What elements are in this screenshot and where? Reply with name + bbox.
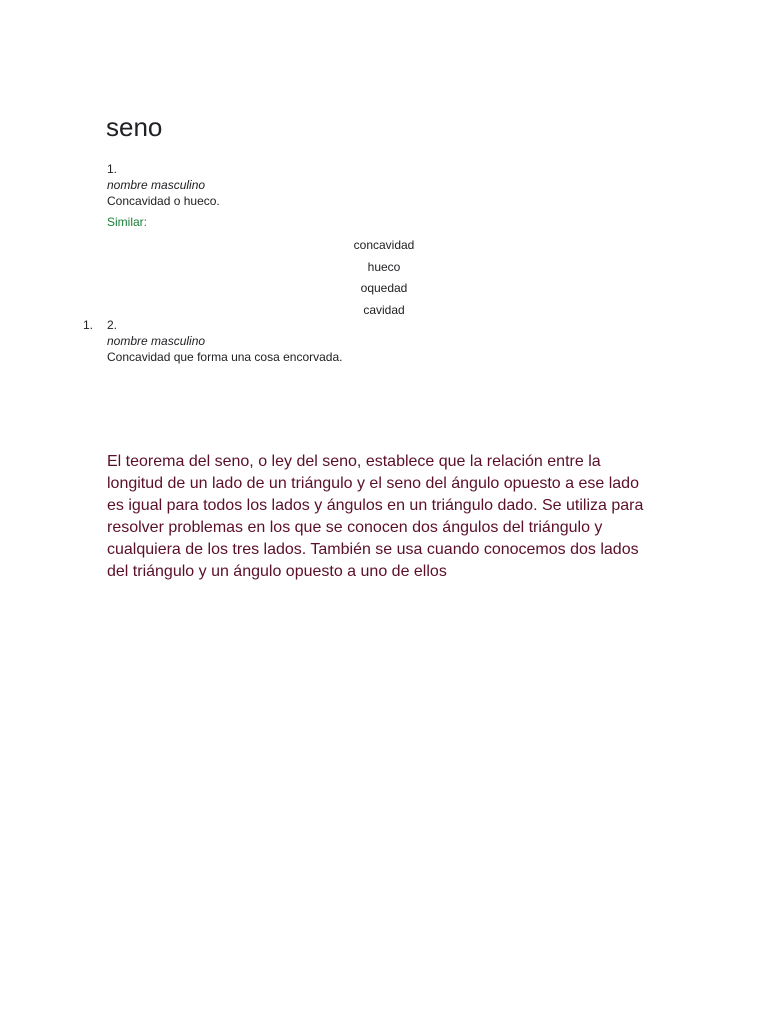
similar-label: Similar: bbox=[107, 215, 148, 229]
sense-number: 2. bbox=[107, 318, 118, 332]
synonym-item[interactable]: hueco bbox=[367, 259, 401, 274]
synonym-item[interactable]: oquedad bbox=[360, 281, 408, 295]
explanation-paragraph: El teorema del seno, o ley del seno, establece que la relación entre la longitud de un lado de un triángulo y el seno del ángulo opuesto a ese lado es igual para todos los lados y ángulos en un triángulo dado. Se utiliza para resolver problemas en los que se conocen dos ángulos del triángulo y cualquiera de los tres lados. También se usa cuando conocemos dos lados del triángulo y un ángulo opuesto a uno de ellos bbox=[107, 453, 644, 580]
sense-number: 1. bbox=[107, 162, 118, 176]
sense-2 bbox=[107, 317, 342, 365]
definition: Concavidad que forma una cosa encorvada. bbox=[107, 350, 343, 364]
synonym-list bbox=[284, 236, 484, 322]
synonym-item[interactable]: concavidad bbox=[353, 238, 415, 252]
part-of-speech: nombre masculino bbox=[107, 178, 206, 192]
sense-1 bbox=[107, 161, 220, 209]
part-of-speech: nombre masculino bbox=[107, 334, 206, 348]
definition: Concavidad o hueco. bbox=[107, 194, 220, 208]
synonym-item[interactable]: cavidad bbox=[363, 302, 405, 317]
page-title: seno bbox=[106, 112, 163, 143]
outer-list-marker: 1. bbox=[83, 318, 94, 332]
